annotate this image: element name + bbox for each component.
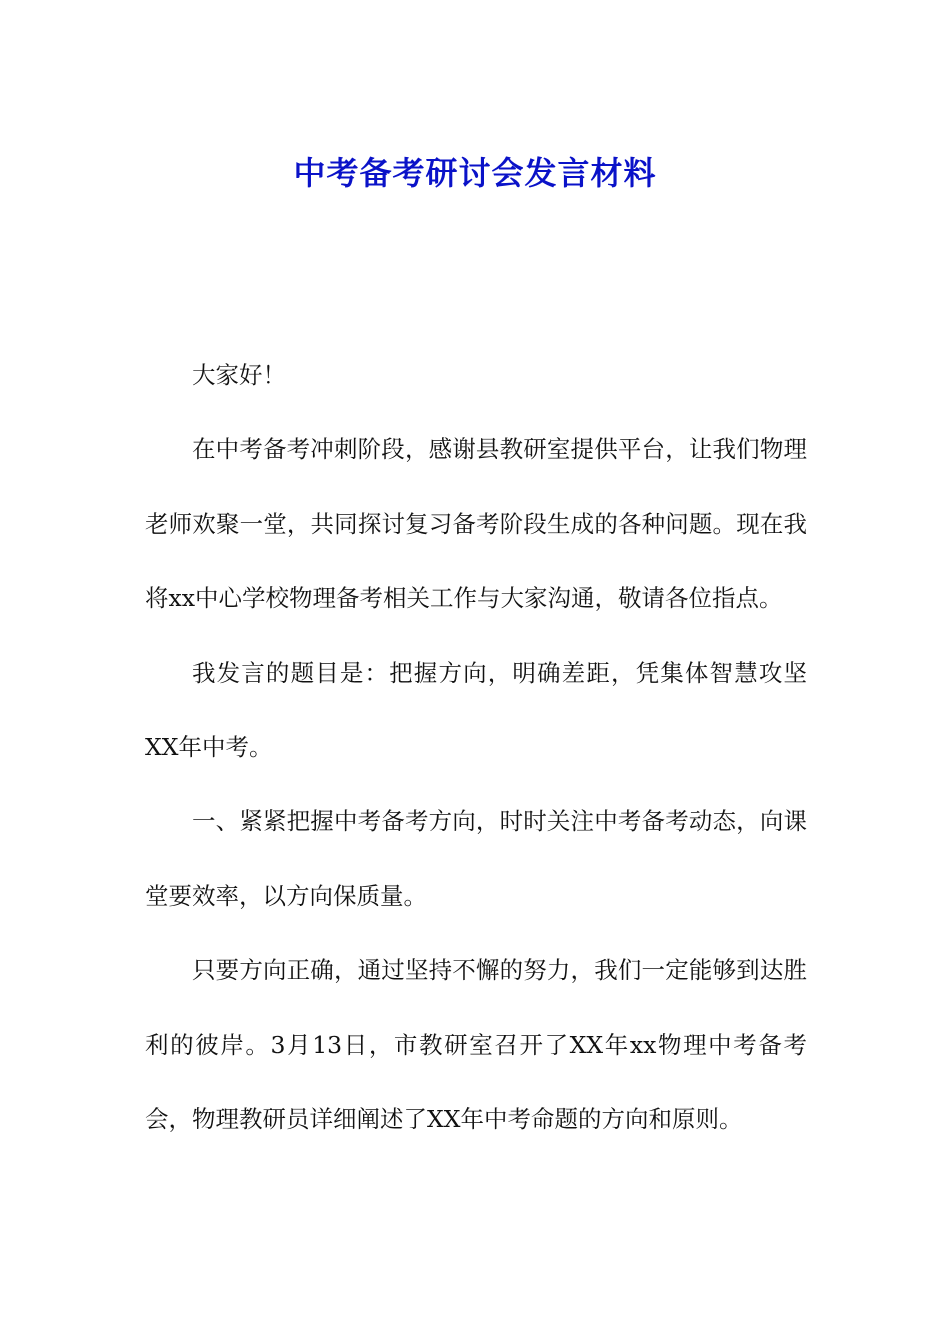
- paragraph-topic: 我发言的题目是：把握方向，明确差距，凭集体智慧攻坚XX年中考。: [145, 658, 807, 762]
- document-title: 中考备考研讨会发言材料: [293, 154, 657, 193]
- paragraph-greeting: 大家好！: [192, 361, 286, 389]
- paragraph-opening: 在中考备考冲刺阶段，感谢县教研室提供平台，让我们物理老师欢聚一堂，共同探讨复习备考阶段生成的各种问题。现在我将xx中心学校物理备考相关工作与大家沟通，敬请各位指点。: [145, 435, 807, 613]
- paragraph-section-one-heading: 一、紧紧把握中考备考方向，时时关注中考备考动态，向课堂要效率，以方向保质量。: [145, 807, 807, 910]
- paragraph-direction: 只要方向正确，通过坚持不懈的努力，我们一定能够到达胜利的彼岸。3月13日，市教研室召开了XX年xx物理中考备考会，物理教研员详细阐述了XX年中考命题的方向和原则。: [145, 956, 807, 1134]
- document-body: [145, 338, 807, 1156]
